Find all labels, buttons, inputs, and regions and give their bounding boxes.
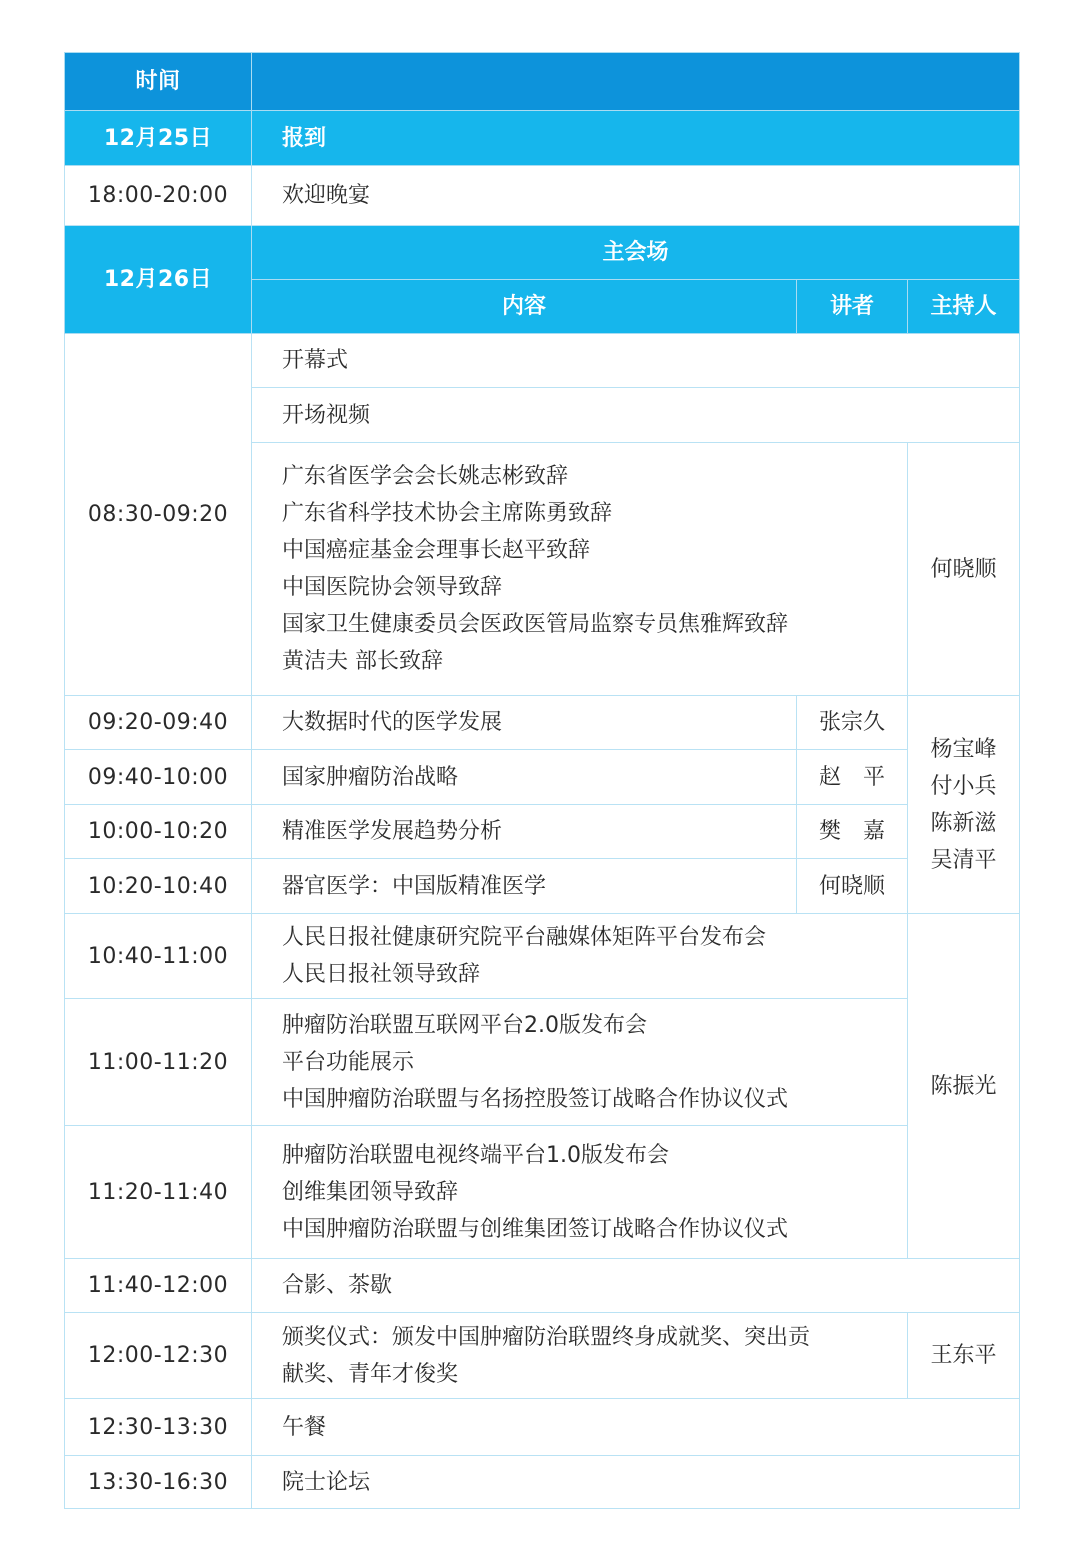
row-content bbox=[252, 443, 908, 696]
row-content: 大数据时代的医学发展 bbox=[252, 696, 797, 750]
table-row bbox=[65, 1259, 1020, 1313]
row-content bbox=[252, 1313, 908, 1399]
speech-line: 中国医院协会领导致辞 bbox=[282, 575, 503, 600]
day1-title: 报到 bbox=[252, 111, 1020, 166]
row-time: 11:20-11:40 bbox=[65, 1126, 252, 1259]
row-time: 11:00-11:20 bbox=[65, 999, 252, 1126]
schedule-table bbox=[64, 52, 1020, 1509]
table-row bbox=[65, 750, 1020, 805]
row-host: 陈振光 bbox=[908, 914, 1020, 1259]
col-speaker-header: 讲者 bbox=[797, 280, 908, 334]
header-blank bbox=[252, 53, 1020, 111]
row-speaker: 樊 嘉 bbox=[797, 805, 908, 859]
day2-venue: 主会场 bbox=[252, 226, 1020, 280]
table-row bbox=[65, 334, 1020, 388]
row-time: 12:30-13:30 bbox=[65, 1399, 252, 1456]
header-row bbox=[65, 53, 1020, 111]
row-content bbox=[252, 1126, 908, 1259]
row-time: 11:40-12:00 bbox=[65, 1259, 252, 1313]
host-name: 陈新滋 bbox=[930, 810, 997, 836]
host-name: 付小兵 bbox=[930, 773, 997, 799]
row-content: 午餐 bbox=[252, 1399, 1020, 1456]
row-content: 开幕式 bbox=[252, 334, 1020, 388]
row-content: 国家肿瘤防治战略 bbox=[252, 750, 797, 805]
table-row bbox=[65, 805, 1020, 859]
content-line: 肿瘤防治联盟互联网平台2.0版发布会 bbox=[282, 1012, 647, 1038]
row-time: 12:00-12:30 bbox=[65, 1313, 252, 1399]
row-content: 欢迎晚宴 bbox=[252, 166, 1020, 226]
table-row bbox=[65, 1126, 1020, 1259]
col-host-header: 主持人 bbox=[908, 280, 1020, 334]
time-header: 时间 bbox=[65, 53, 252, 111]
row-speaker: 何晓顺 bbox=[797, 859, 908, 914]
row-content bbox=[252, 999, 908, 1126]
row-host: 王东平 bbox=[908, 1313, 1020, 1399]
day2-date: 12月26日 bbox=[65, 226, 252, 334]
row-content: 器官医学：中国版精准医学 bbox=[252, 859, 797, 914]
content-line: 平台功能展示 bbox=[282, 1049, 415, 1075]
row-content: 开场视频 bbox=[252, 388, 1020, 443]
host-name: 吴清平 bbox=[930, 847, 997, 873]
content-line: 肿瘤防治联盟电视终端平台1.0版发布会 bbox=[282, 1142, 669, 1168]
content-line: 人民日报社健康研究院平台融媒体矩阵平台发布会 bbox=[282, 925, 767, 950]
row-time: 18:00-20:00 bbox=[65, 166, 252, 226]
content-line: 中国肿瘤防治联盟与名扬控股签订战略合作协议仪式 bbox=[282, 1086, 789, 1112]
row-content: 合影、茶歇 bbox=[252, 1259, 1020, 1313]
table-row bbox=[65, 1313, 1020, 1399]
speech-line: 黄洁夫 部长致辞 bbox=[282, 649, 443, 674]
content-line: 人民日报社领导致辞 bbox=[282, 962, 481, 987]
day1-date: 12月25日 bbox=[65, 111, 252, 166]
table-row bbox=[65, 914, 1020, 999]
row-host: 何晓顺 bbox=[908, 443, 1020, 696]
col-content-header: 内容 bbox=[252, 280, 797, 334]
speech-line: 中国癌症基金会理事长赵平致辞 bbox=[282, 538, 591, 563]
row-time: 09:40-10:00 bbox=[65, 750, 252, 805]
row-speaker: 赵 平 bbox=[797, 750, 908, 805]
row-time: 10:00-10:20 bbox=[65, 805, 252, 859]
table-row bbox=[65, 1399, 1020, 1456]
row-time: 13:30-16:30 bbox=[65, 1456, 252, 1509]
row-host bbox=[908, 696, 1020, 914]
row-content: 精准医学发展趋势分析 bbox=[252, 805, 797, 859]
content-line: 献奖、青年才俊奖 bbox=[282, 1361, 459, 1387]
host-name: 杨宝峰 bbox=[930, 736, 997, 762]
table-row bbox=[65, 859, 1020, 914]
content-line: 创维集团领导致辞 bbox=[282, 1179, 459, 1205]
day2-venue-row bbox=[65, 226, 1020, 280]
table-row bbox=[65, 999, 1020, 1126]
row-time: 08:30-09:20 bbox=[65, 334, 252, 696]
row-content: 院士论坛 bbox=[252, 1456, 1020, 1509]
content-line: 中国肿瘤防治联盟与创维集团签订战略合作协议仪式 bbox=[282, 1216, 789, 1242]
content-line: 颁奖仪式：颁发中国肿瘤防治联盟终身成就奖、突出贡 bbox=[282, 1324, 811, 1350]
speech-line: 广东省医学会会长姚志彬致辞 bbox=[282, 464, 569, 489]
row-time: 09:20-09:40 bbox=[65, 696, 252, 750]
row-speaker: 张宗久 bbox=[797, 696, 908, 750]
table-row bbox=[65, 166, 1020, 226]
row-time: 10:40-11:00 bbox=[65, 914, 252, 999]
row-time: 10:20-10:40 bbox=[65, 859, 252, 914]
table-row bbox=[65, 1456, 1020, 1509]
day1-header-row bbox=[65, 111, 1020, 166]
row-content bbox=[252, 914, 908, 999]
table-row bbox=[65, 696, 1020, 750]
speech-line: 国家卫生健康委员会医政医管局监察专员焦雅辉致辞 bbox=[282, 612, 789, 637]
speech-line: 广东省科学技术协会主席陈勇致辞 bbox=[282, 501, 613, 526]
